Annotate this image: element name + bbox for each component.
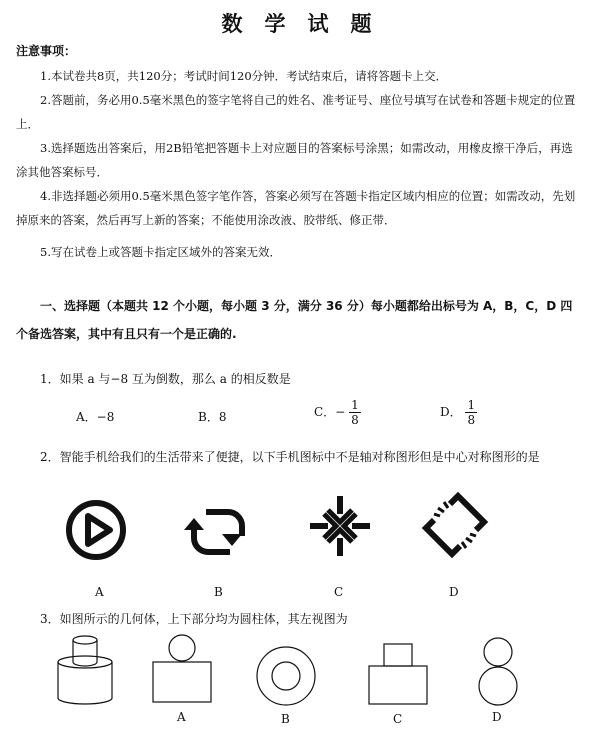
q3-option-c-figure: [366, 642, 430, 708]
notice-item-4: 4.非选择题必须用0.5毫米黑色签字笔作答，答案必须写在答题卡指定区域内相应的位置；如需改动，先划掉原来的答案，然后再写上新的答案；不能使用涂改液、胶带纸、修正带．: [16, 189, 576, 227]
q3-label-d: D: [492, 710, 502, 724]
q1-option-c-numerator: 1: [351, 398, 359, 412]
q1-option-c-label: C．: [314, 405, 336, 419]
q1-option-d-numerator: 1: [467, 398, 476, 412]
q1-option-c-fraction: [349, 398, 361, 427]
q1-option-d-denominator: 8: [467, 413, 476, 427]
q1-option-c-denominator: 8: [351, 413, 359, 427]
notice-heading: 注意事项：: [16, 44, 77, 58]
play-circle-icon: [64, 498, 128, 562]
q1-option-d-label: D．: [440, 405, 462, 419]
q2-label-a: A: [95, 585, 104, 599]
notice-item-1: 1.本试卷共8页，共120分；考试时间120分钟．考试结束后，请将答题卡上交．: [40, 69, 448, 83]
refresh-arrows-icon: [188, 502, 248, 562]
q3-option-a-figure: [150, 634, 214, 706]
notice-item-2: 2.答题前，务必用0.5毫米黑色的签字笔将自己的姓名、准考证号、座位号填写在试卷和答题卡规定的位置上．: [16, 93, 576, 131]
section-heading: 一、选择题（本题共 12 个小题，每小题 3 分，满分 36 分）每小题都给出标号为 A，B，C，D 四个备选答案，其中有且只有一个是正确的.: [16, 299, 573, 341]
q3-option-b-figure: [254, 644, 318, 708]
q1-option-b-label: B．: [198, 410, 219, 424]
q1-option-a: [76, 408, 114, 425]
q1-option-c: [314, 398, 361, 427]
q1-option-b-value: 8: [218, 410, 227, 424]
q3-label-a: A: [177, 710, 186, 724]
broken-link-icon: [424, 494, 486, 556]
page-title: 数学试题: [221, 12, 394, 36]
q2-label-c: C: [334, 585, 344, 599]
cylinder-solid-figure: [52, 632, 118, 708]
q3-label-b: B: [281, 712, 290, 726]
notice-item-5: 5.写在试卷上或答题卡指定区域外的答案无效．: [40, 245, 281, 259]
q1-option-c-sign: −: [335, 405, 346, 419]
question-2-stem: 2．智能手机给我们的生活带来了便捷，以下手机图标中不是轴对称图形但是中心对称图形的是: [40, 450, 540, 464]
q1-option-b: [198, 408, 226, 425]
question-3-stem: 3．如图所示的几何体，上下部分均为圆柱体，其左视图为: [40, 612, 348, 626]
notice-item-3: 3.选择题选出答案后，用2B铅笔把答题卡上对应题目的答案标号涂黑；如需改动，用橡皮擦干净后，再选涂其他答案标号．: [16, 141, 573, 179]
q1-option-a-value: −8: [96, 410, 115, 424]
question-1-stem: 1．如果 a 与−8 互为倒数，那么 a 的相反数是: [40, 372, 291, 386]
q1-option-d: [440, 398, 477, 427]
q3-label-c: C: [393, 712, 403, 726]
q2-label-b: B: [214, 585, 223, 599]
q1-option-a-label: A．: [76, 410, 97, 424]
q1-option-d-fraction: [465, 398, 477, 427]
q2-label-d: D: [449, 585, 459, 599]
collapse-arrows-icon: [308, 494, 372, 558]
q3-option-d-figure: [480, 636, 516, 708]
